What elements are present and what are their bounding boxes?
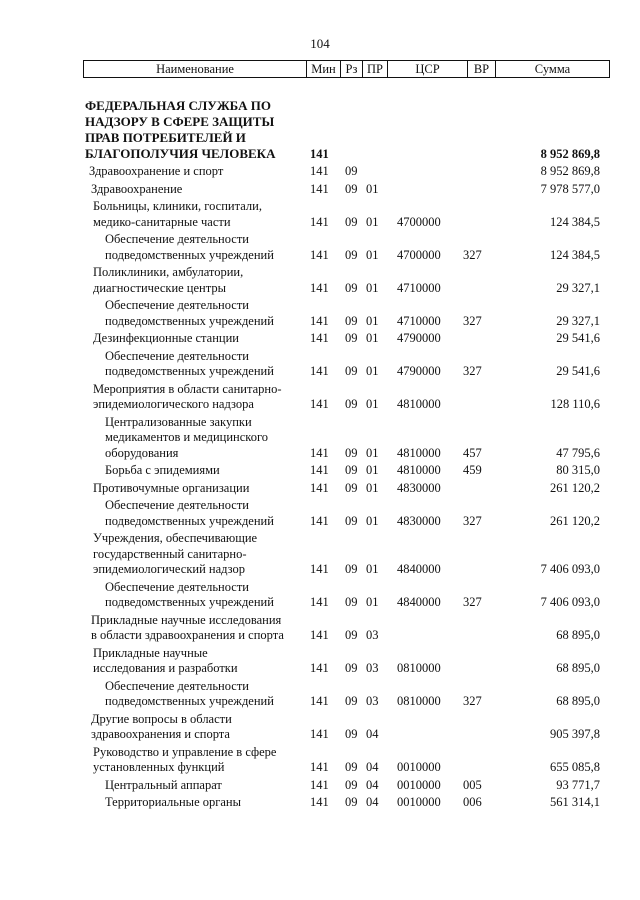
row-name-line: Обеспечение деятельности [105, 232, 250, 246]
cell-pr: 01 [366, 595, 379, 609]
row-name-line: Учреждения, обеспечивающие [93, 531, 258, 545]
row-name-line: Централизованные закупки [105, 414, 252, 429]
cell-sum: 7 406 093,0 [540, 595, 600, 609]
cell-vr: 327 [463, 247, 482, 262]
row-name-line: Другие вопросы в области [91, 711, 232, 726]
cell-pr: 01 [366, 562, 379, 576]
cell-rz: 09 [345, 661, 358, 675]
cell-vr: 457 [463, 445, 482, 460]
cell-pr: 01 [366, 331, 379, 345]
table-row [0, 182, 640, 198]
row-name-line: Здравоохранение и спорт [89, 164, 224, 178]
cell-csr: 4710000 [397, 313, 441, 328]
cell-rz: 09 [345, 445, 358, 460]
cell-rz: 09 [345, 595, 358, 609]
header-csr: ЦСР [388, 61, 468, 77]
cell-vr: 327 [463, 694, 482, 708]
row-name-line: здравоохранения и спорта [91, 727, 230, 741]
cell-rz: 09 [345, 364, 358, 378]
cell-pr: 03 [366, 628, 379, 642]
cell-sum: 29 541,6 [556, 331, 600, 345]
cell-pr: 01 [366, 280, 379, 295]
cell-csr: 4810000 [397, 463, 441, 477]
cell-min: 141 [310, 181, 329, 196]
cell-vr: 327 [463, 595, 482, 609]
cell-min: 141 [310, 694, 329, 708]
cell-min: 141 [310, 480, 329, 495]
table-row [0, 349, 640, 380]
table-row [0, 232, 640, 263]
cell-sum: 8 952 869,8 [540, 164, 600, 178]
cell-min: 141 [310, 795, 329, 809]
row-name-line: Поликлиники, амбулатории, [93, 265, 244, 279]
table-row [0, 580, 640, 611]
cell-rz: 09 [345, 628, 358, 642]
row-name-line: Прикладные научные исследования [91, 612, 282, 627]
row-name-line: Обеспечение деятельности [105, 298, 250, 312]
cell-csr: 4840000 [397, 595, 441, 609]
table-row [0, 298, 640, 329]
cell-rz: 09 [345, 313, 358, 328]
cell-vr: 327 [463, 364, 482, 378]
row-name-line: подведомственных учреждений [105, 513, 274, 528]
cell-sum: 124 384,5 [550, 214, 600, 229]
row-name-line: подведомственных учреждений [105, 694, 274, 708]
cell-pr: 01 [366, 463, 379, 477]
cell-sum: 29 327,1 [556, 313, 600, 328]
cell-vr: 459 [463, 463, 482, 477]
cell-sum: 7 978 577,0 [540, 181, 600, 196]
cell-pr: 01 [366, 214, 379, 229]
cell-csr: 4810000 [397, 397, 441, 411]
cell-rz: 09 [345, 247, 358, 262]
cell-csr: 4700000 [397, 247, 441, 262]
cell-min: 141 [310, 331, 329, 345]
cell-sum: 8 952 869,8 [540, 146, 600, 161]
table-row [0, 331, 640, 347]
cell-rz: 09 [345, 760, 358, 774]
row-name-line: установленных функций [93, 760, 225, 774]
row-name-line: НАДЗОРУ В СФЕРЕ ЗАЩИТЫ [85, 114, 275, 129]
header-vr: ВР [468, 61, 496, 77]
table-row [0, 613, 640, 644]
row-name-line: подведомственных учреждений [105, 595, 274, 609]
cell-rz: 09 [345, 694, 358, 708]
row-name-line: Больницы, клиники, госпитали, [93, 199, 262, 213]
cell-csr: 4710000 [397, 280, 441, 295]
row-name-line: в области здравоохранения и спорта [91, 628, 284, 642]
header-rz: Рз [341, 61, 363, 77]
cell-sum: 905 397,8 [550, 727, 600, 741]
row-name-line: Дезинфекционные станции [93, 331, 239, 345]
cell-sum: 80 315,0 [556, 463, 600, 477]
table-row [0, 98, 640, 162]
table-row [0, 481, 640, 497]
cell-min: 141 [310, 595, 329, 609]
row-name-line: Руководство и управление в сфере [93, 744, 277, 759]
cell-pr: 04 [366, 727, 379, 741]
cell-rz: 09 [345, 562, 358, 576]
cell-min: 141 [310, 214, 329, 229]
row-name-line: Центральный аппарат [105, 777, 222, 792]
cell-pr: 04 [366, 795, 379, 809]
row-name-line: государственный санитарно- [93, 546, 247, 561]
cell-min: 141 [310, 628, 329, 642]
row-name-line: Территориальные органы [105, 795, 242, 809]
cell-sum: 655 085,8 [550, 760, 600, 774]
page-number: 104 [310, 36, 330, 51]
row-name-line: исследования и разработки [93, 661, 238, 675]
budget-table [0, 98, 640, 813]
row-name-line: Обеспечение деятельности [105, 579, 250, 594]
cell-rz: 09 [345, 777, 358, 792]
cell-min: 141 [310, 364, 329, 378]
cell-min: 141 [310, 661, 329, 675]
cell-rz: 09 [345, 480, 358, 495]
cell-sum: 7 406 093,0 [540, 562, 600, 576]
row-name-line: подведомственных учреждений [105, 247, 274, 262]
cell-csr: 0010000 [397, 760, 441, 774]
cell-rz: 09 [345, 280, 358, 295]
table-row [0, 679, 640, 710]
row-name-line: диагностические центры [93, 280, 226, 295]
cell-csr: 4830000 [397, 513, 441, 528]
cell-pr: 01 [366, 397, 379, 411]
cell-sum: 124 384,5 [550, 247, 600, 262]
row-name-line: эпидемиологический надзор [93, 562, 246, 576]
row-name-line: БЛАГОПОЛУЧИЯ ЧЕЛОВЕКА [85, 146, 276, 161]
cell-sum: 261 120,2 [550, 513, 600, 528]
row-name-line: подведомственных учреждений [105, 364, 274, 378]
table-row [0, 712, 640, 743]
cell-sum: 29 327,1 [556, 280, 600, 295]
cell-pr: 01 [366, 480, 379, 495]
cell-rz: 09 [345, 463, 358, 477]
table-row [0, 463, 640, 479]
cell-csr: 4810000 [397, 445, 441, 460]
cell-min: 141 [310, 247, 329, 262]
row-name-line: Борьба с эпидемиями [105, 463, 220, 477]
cell-rz: 09 [345, 214, 358, 229]
cell-rz: 09 [345, 397, 358, 411]
cell-csr: 4790000 [397, 331, 441, 345]
cell-sum: 93 771,7 [556, 777, 600, 792]
cell-rz: 09 [345, 331, 358, 345]
row-name-line: подведомственных учреждений [105, 313, 274, 328]
cell-pr: 01 [366, 364, 379, 378]
row-name-line: Обеспечение деятельности [105, 348, 250, 363]
cell-rz: 09 [345, 727, 358, 741]
cell-pr: 01 [366, 513, 379, 528]
cell-sum: 47 795,6 [556, 445, 600, 460]
cell-min: 141 [310, 397, 329, 411]
table-row [0, 199, 640, 230]
cell-rz: 09 [345, 181, 358, 196]
row-name-line: медикаментов и медицинского [105, 430, 269, 444]
cell-min: 141 [310, 513, 329, 528]
table-row [0, 531, 640, 578]
cell-min: 141 [310, 463, 329, 477]
cell-rz: 09 [345, 164, 358, 178]
table-row [0, 164, 640, 180]
cell-csr: 0810000 [397, 694, 441, 708]
row-name-line: Прикладные научные [93, 645, 208, 660]
header-pr: ПР [363, 61, 388, 77]
cell-rz: 09 [345, 513, 358, 528]
cell-pr: 04 [366, 777, 379, 792]
table-header [83, 60, 610, 78]
header-sum: Сумма [534, 62, 571, 76]
cell-csr: 4700000 [397, 214, 441, 229]
cell-sum: 261 120,2 [550, 480, 600, 495]
cell-min: 141 [310, 313, 329, 328]
row-name-line: Обеспечение деятельности [105, 678, 250, 693]
row-name-line: ФЕДЕРАЛЬНАЯ СЛУЖБА ПО [85, 98, 271, 113]
row-name-line: Мероприятия в области санитарно- [93, 381, 282, 396]
cell-vr: 005 [463, 777, 482, 792]
cell-min: 141 [310, 164, 329, 178]
cell-csr: 4840000 [397, 562, 441, 576]
row-name-line: ПРАВ ПОТРЕБИТЕЛЕЙ И [85, 130, 246, 145]
table-row [0, 778, 640, 794]
cell-csr: 4830000 [397, 480, 441, 495]
cell-min: 141 [310, 562, 329, 576]
cell-min: 141 [310, 727, 329, 741]
header-name: Наименование [84, 61, 307, 77]
cell-sum: 68 895,0 [556, 628, 600, 642]
row-name-line: Обеспечение деятельности [105, 498, 250, 512]
table-row [0, 795, 640, 811]
cell-csr: 4790000 [397, 364, 441, 378]
cell-csr: 0010000 [397, 777, 441, 792]
cell-pr: 03 [366, 694, 379, 708]
table-row [0, 646, 640, 677]
header-min: Мин [307, 61, 341, 77]
cell-pr: 01 [366, 247, 379, 262]
cell-vr: 006 [463, 795, 482, 809]
table-row [0, 382, 640, 413]
cell-sum: 128 110,6 [550, 397, 600, 411]
table-row [0, 415, 640, 462]
table-row [0, 498, 640, 529]
cell-min: 141 [310, 777, 329, 792]
row-name-line: Противочумные организации [93, 480, 250, 495]
cell-sum: 561 314,1 [550, 795, 600, 809]
cell-pr: 03 [366, 661, 379, 675]
row-name-line: медико-санитарные части [93, 214, 231, 229]
cell-csr: 0810000 [397, 661, 441, 675]
cell-pr: 04 [366, 760, 379, 774]
row-name-line: эпидемиологического надзора [93, 397, 254, 411]
cell-sum: 68 895,0 [556, 694, 600, 708]
cell-sum: 29 541,6 [556, 364, 600, 378]
table-row [0, 745, 640, 776]
cell-rz: 09 [345, 795, 358, 809]
cell-min: 141 [310, 280, 329, 295]
cell-vr: 327 [463, 513, 482, 528]
cell-min: 141 [310, 760, 329, 774]
cell-csr: 0010000 [397, 795, 441, 809]
row-name-line: оборудования [105, 445, 179, 460]
table-row [0, 265, 640, 296]
cell-min: 141 [310, 146, 329, 161]
cell-vr: 327 [463, 313, 482, 328]
cell-min: 141 [310, 445, 329, 460]
cell-pr: 01 [366, 445, 379, 460]
cell-pr: 01 [366, 313, 379, 328]
cell-pr: 01 [366, 181, 379, 196]
row-name-line: Здравоохранение [91, 181, 183, 196]
cell-sum: 68 895,0 [556, 661, 600, 675]
